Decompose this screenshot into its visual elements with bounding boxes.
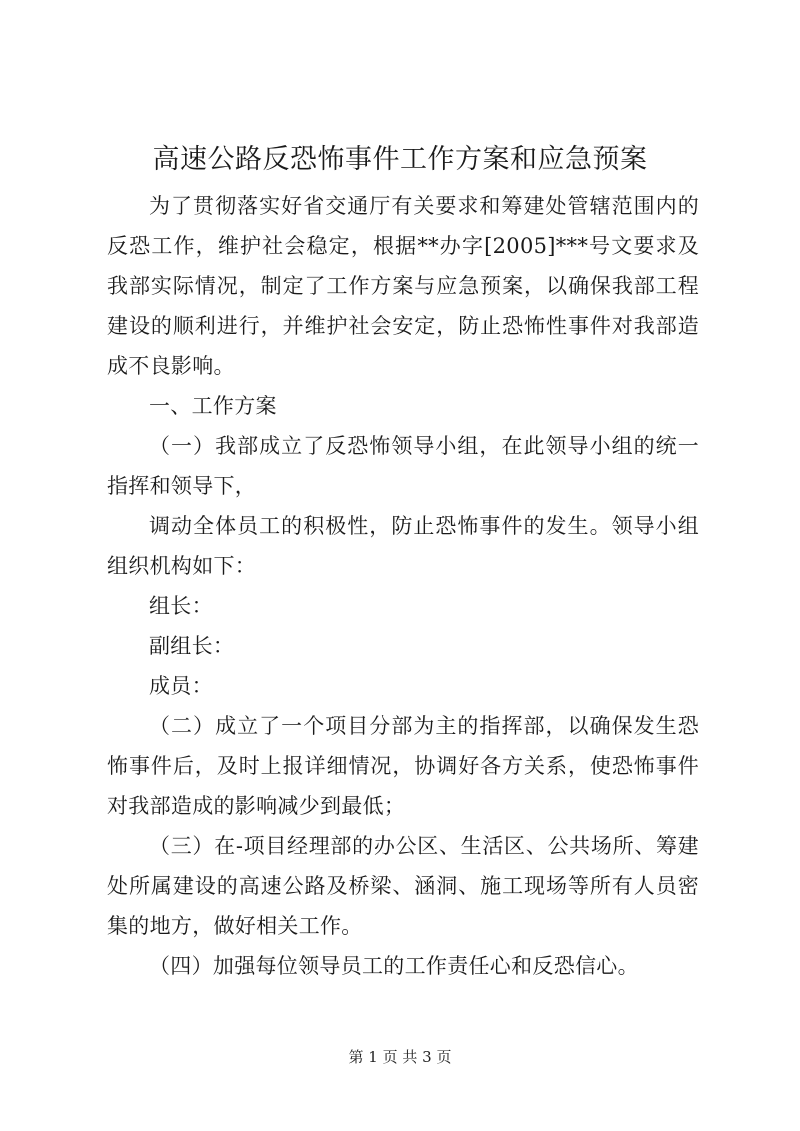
document-title: 高速公路反恐怖事件工作方案和应急预案 — [152, 144, 648, 175]
paragraph-item-1-continued: 调动全体员工的积极性，防止恐怖事件的发生。领导小组组织机构如下： — [107, 514, 699, 578]
section-heading-work-plan: 一、工作方案 — [149, 394, 277, 418]
document-body — [107, 186, 699, 986]
paragraph-members: 成员： — [149, 674, 213, 698]
paragraph-item-2: （二）成立了一个项目分部为主的指挥部，以确保发生恐怖事件后，及时上报详细情况，协调好各方关系，使恐怖事件对我部造成的影响减少到最低； — [107, 714, 699, 818]
paragraph-item-4: （四）加强每位领导员工的工作责任心和反恐信心。 — [149, 954, 639, 978]
paragraph-group-leader: 组长： — [149, 594, 213, 618]
paragraph-item-3: （三）在-项目经理部的办公区、生活区、公共场所、筹建处所属建设的高速公路及桥梁、涵洞、施工现场等所有人员密集的地方，做好相关工作。 — [107, 834, 699, 938]
paragraph-intro: 为了贯彻落实好省交通厅有关要求和筹建处管辖范围内的反恐工作，维护社会稳定，根据**办字[2005]***号文要求及我部实际情况，制定了工作方案与应急预案，以确保我部工程建设的顺利进行，并维护社会安定，防止恐怖性事件对我部造成不良影响。 — [107, 194, 699, 378]
paragraph-item-1: （一）我部成立了反恐怖领导小组，在此领导小组的统一指挥和领导下， — [107, 434, 699, 498]
paragraph-deputy-leader: 副组长： — [149, 634, 235, 658]
page-footer: 第 1 页 共 3 页 — [348, 1048, 452, 1066]
